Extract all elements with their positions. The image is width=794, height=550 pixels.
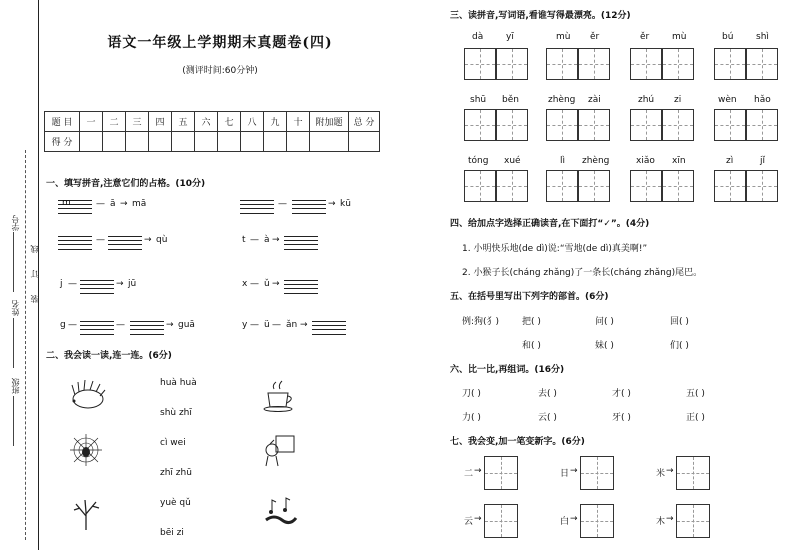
char-box[interactable]	[578, 170, 610, 202]
pinyin-text: zài	[588, 95, 601, 105]
cup-icon	[260, 377, 300, 413]
seal-mark: 订	[30, 270, 39, 278]
char-box[interactable]	[546, 109, 578, 141]
binding-margin	[0, 0, 42, 550]
base-char: 米	[656, 469, 666, 479]
base-char: 白	[560, 517, 570, 527]
pinyin-text: t	[242, 235, 246, 245]
dash: —	[96, 199, 105, 209]
dash: —	[250, 279, 259, 289]
section-4-heading: 四、给加点字选择正确读音,在下面打“✓”。(4分)	[450, 219, 650, 229]
pinyin-text: ü	[264, 320, 270, 330]
dash: —	[250, 320, 259, 330]
score-header-cell: 七	[218, 112, 241, 132]
word-pinyin: huà huà	[160, 378, 197, 388]
score-cell[interactable]	[172, 132, 195, 152]
id-write-line[interactable]	[13, 232, 14, 292]
pinyin-text: xīn	[672, 156, 686, 166]
name-label: 姓名	[11, 300, 20, 316]
section-3-grid	[460, 30, 790, 205]
cut-line	[25, 150, 26, 540]
char-box[interactable]	[496, 170, 528, 202]
char-box[interactable]	[630, 48, 662, 80]
char-box[interactable]	[580, 504, 614, 538]
score-cell[interactable]	[149, 132, 172, 152]
writing-lines[interactable]	[284, 236, 318, 250]
word-pinyin: yuè qǔ	[160, 498, 191, 508]
score-header-cell: 六	[195, 112, 218, 132]
writing-lines[interactable]	[108, 236, 142, 250]
tree-branch-icon	[66, 494, 106, 530]
score-header-cell: 题 目	[45, 112, 80, 132]
section-7-grid	[460, 454, 780, 546]
char-box[interactable]	[714, 48, 746, 80]
char-box[interactable]	[676, 504, 710, 538]
pinyin-text: à	[264, 235, 270, 245]
score-header-cell: 十	[287, 112, 310, 132]
radical-item[interactable]: 和( )	[522, 341, 541, 351]
pinyin-text: shū	[470, 95, 487, 105]
music-icon	[260, 494, 300, 530]
pinyin-text: zì	[726, 156, 734, 166]
arrow: →	[474, 466, 482, 476]
arrow: →	[144, 235, 152, 245]
char-box[interactable]	[484, 504, 518, 538]
score-cell[interactable]	[218, 132, 241, 152]
char-box[interactable]	[714, 109, 746, 141]
score-header-row	[45, 112, 380, 132]
pinyin-text: yī	[506, 32, 514, 42]
pinyin-text: x	[242, 279, 248, 289]
pinyin-text: mā	[132, 199, 147, 209]
char-box[interactable]	[630, 109, 662, 141]
char-box[interactable]	[580, 456, 614, 490]
arrow: →	[272, 279, 280, 289]
seal-mark: 线	[30, 245, 39, 253]
word-pinyin: cì wei	[160, 438, 186, 448]
char-box[interactable]	[662, 170, 694, 202]
char-box[interactable]	[746, 48, 778, 80]
pinyin-text: dà	[472, 32, 484, 42]
char-box[interactable]	[484, 456, 518, 490]
pinyin-text: kū	[340, 199, 351, 209]
char-box[interactable]	[578, 48, 610, 80]
word-item[interactable]: 才( )	[612, 389, 631, 399]
radical-item: 例:狗(犭)	[462, 317, 500, 327]
writing-lines[interactable]	[292, 200, 326, 214]
arrow: →	[272, 235, 280, 245]
pinyin-text: g	[60, 320, 66, 330]
pinyin-text: běn	[502, 95, 519, 105]
radical-item[interactable]: 们( )	[670, 341, 689, 351]
arrow: →	[666, 514, 674, 524]
pinyin-text: zi	[674, 95, 682, 105]
pinyin-text: ā	[110, 199, 116, 209]
question-line: 2. 小猴子长(cháng zhǎng)了一条长(cháng zhǎng)尾巴。	[462, 268, 703, 278]
score-header-cell: 总 分	[349, 112, 380, 132]
dash: —	[116, 320, 125, 330]
char-box[interactable]	[630, 170, 662, 202]
arrow: →	[116, 279, 124, 289]
section-1-heading: 一、填写拼音,注意它们的占格。(10分)	[46, 179, 206, 189]
score-header-cell: 附加题	[310, 112, 349, 132]
base-char: 木	[656, 517, 666, 527]
score-cell[interactable]	[287, 132, 310, 152]
radical-item[interactable]: 问( )	[595, 317, 614, 327]
painting-icon	[260, 432, 300, 468]
pinyin-text: bú	[722, 32, 734, 42]
word-item[interactable]: 正( )	[686, 413, 705, 423]
word-pinyin: bēi zi	[160, 528, 184, 538]
pinyin-text: zhèng	[548, 95, 576, 105]
section-5-heading: 五、在括号里写出下列字的部首。(6分)	[450, 292, 609, 302]
dash: —	[250, 235, 259, 245]
pinyin-text: shì	[756, 32, 769, 42]
pinyin-text: y	[242, 320, 248, 330]
char-box[interactable]	[746, 170, 778, 202]
section-2-heading: 二、我会读一读,连一连。(6分)	[46, 351, 172, 361]
id-label: 学号	[11, 215, 20, 231]
score-value-row	[45, 132, 380, 152]
pinyin-text: hǎo	[754, 95, 771, 105]
char-box[interactable]	[662, 109, 694, 141]
char-box[interactable]	[746, 109, 778, 141]
score-header-cell: 五	[172, 112, 195, 132]
writing-lines[interactable]	[312, 321, 346, 335]
writing-lines[interactable]	[284, 280, 318, 294]
pinyin-text: xué	[504, 156, 521, 166]
score-cell[interactable]	[310, 132, 349, 152]
dash: —	[272, 320, 281, 330]
char-box[interactable]	[496, 109, 528, 141]
char-box[interactable]	[546, 48, 578, 80]
char-box[interactable]	[464, 170, 496, 202]
char-box[interactable]	[714, 170, 746, 202]
char-box[interactable]	[578, 109, 610, 141]
pinyin-text: guā	[178, 320, 195, 330]
score-cell[interactable]	[103, 132, 126, 152]
char-box[interactable]	[662, 48, 694, 80]
dash: —	[68, 279, 77, 289]
section-6-heading: 六、比一比,再组词。(16分)	[450, 365, 565, 375]
pinyin-text: qù	[156, 235, 168, 245]
pinyin-text: ǎn	[286, 320, 298, 330]
score-header-cell: 四	[149, 112, 172, 132]
pinyin-text: m	[62, 198, 71, 208]
score-cell[interactable]	[126, 132, 149, 152]
pinyin-text: lì	[560, 156, 566, 166]
writing-lines[interactable]	[130, 321, 164, 335]
word-pinyin: zhī zhū	[160, 468, 192, 478]
arrow: →	[570, 514, 578, 524]
radical-item[interactable]: 回( )	[670, 317, 689, 327]
word-item[interactable]: 刀( )	[462, 389, 481, 399]
word-item[interactable]: 牙( )	[612, 413, 631, 423]
section-3-heading: 三、读拼音,写词语,看谁写得最漂亮。(12分)	[450, 11, 631, 21]
word-item[interactable]: 五( )	[686, 389, 705, 399]
score-table	[44, 111, 380, 152]
pinyin-text: ěr	[640, 32, 650, 42]
dash: —	[96, 235, 105, 245]
word-pinyin: shù zhī	[160, 408, 192, 418]
section-1-content	[58, 196, 388, 336]
pinyin-text: ǔ	[264, 279, 270, 289]
section-7-heading: 七、我会变,加一笔变新字。(6分)	[450, 437, 585, 447]
word-item[interactable]: 去( )	[538, 389, 557, 399]
score-cell[interactable]	[241, 132, 264, 152]
pinyin-text: ěr	[590, 32, 600, 42]
arrow: →	[474, 514, 482, 524]
radical-item[interactable]: 把( )	[522, 317, 541, 327]
char-box[interactable]	[676, 456, 710, 490]
base-char: 日	[560, 469, 570, 479]
base-char: 云	[464, 517, 474, 527]
pinyin-text: mù	[672, 32, 687, 42]
class-write-line[interactable]	[13, 396, 14, 446]
pinyin-text: zhú	[638, 95, 655, 105]
hedgehog-icon	[66, 377, 106, 413]
pinyin-text: mù	[556, 32, 571, 42]
word-item[interactable]: 云( )	[538, 413, 557, 423]
page-subtitle: (测评时间:60分钟)	[182, 66, 258, 76]
word-item[interactable]: 力( )	[462, 413, 481, 423]
arrow: →	[570, 466, 578, 476]
writing-lines[interactable]	[58, 200, 92, 214]
base-char: 二	[464, 469, 474, 479]
dash: —	[278, 199, 287, 209]
score-cell[interactable]	[195, 132, 218, 152]
score-row-label: 得 分	[45, 132, 80, 152]
seal-mark: 装	[30, 295, 39, 303]
writing-lines[interactable]	[58, 236, 92, 250]
pinyin-text: jū	[128, 279, 137, 289]
arrow: →	[666, 466, 674, 476]
score-header-cell: 一	[80, 112, 103, 132]
arrow: →	[328, 199, 336, 209]
writing-lines[interactable]	[240, 200, 274, 214]
spider-icon	[66, 432, 106, 468]
arrow: →	[300, 320, 308, 330]
score-cell[interactable]	[349, 132, 380, 152]
score-header-cell: 八	[241, 112, 264, 132]
radical-item[interactable]: 妹( )	[595, 341, 614, 351]
char-box[interactable]	[546, 170, 578, 202]
pinyin-text: zhèng	[582, 156, 610, 166]
arrow: →	[120, 199, 128, 209]
pinyin-text: j	[60, 279, 63, 289]
score-header-cell: 九	[264, 112, 287, 132]
arrow: →	[166, 320, 174, 330]
page-title: 语文一年级上学期期末真题卷(四)	[107, 35, 333, 51]
char-box[interactable]	[496, 48, 528, 80]
char-box[interactable]	[464, 109, 496, 141]
score-header-cell: 二	[103, 112, 126, 132]
name-write-line[interactable]	[13, 318, 14, 368]
pinyin-text: jǐ	[760, 156, 766, 166]
pinyin-text: tóng	[468, 156, 489, 166]
pinyin-text: xiǎo	[636, 156, 655, 166]
question-line: 1. 小明快乐地(de dì)说:“雪地(de dì)真美啊!”	[462, 244, 648, 254]
writing-lines[interactable]	[80, 321, 114, 335]
dash: —	[68, 320, 77, 330]
writing-lines[interactable]	[80, 280, 114, 294]
class-label: 班级	[11, 378, 20, 394]
pinyin-text: wèn	[718, 95, 737, 105]
score-cell[interactable]	[264, 132, 287, 152]
score-cell[interactable]	[80, 132, 103, 152]
score-header-cell: 三	[126, 112, 149, 132]
char-box[interactable]	[464, 48, 496, 80]
